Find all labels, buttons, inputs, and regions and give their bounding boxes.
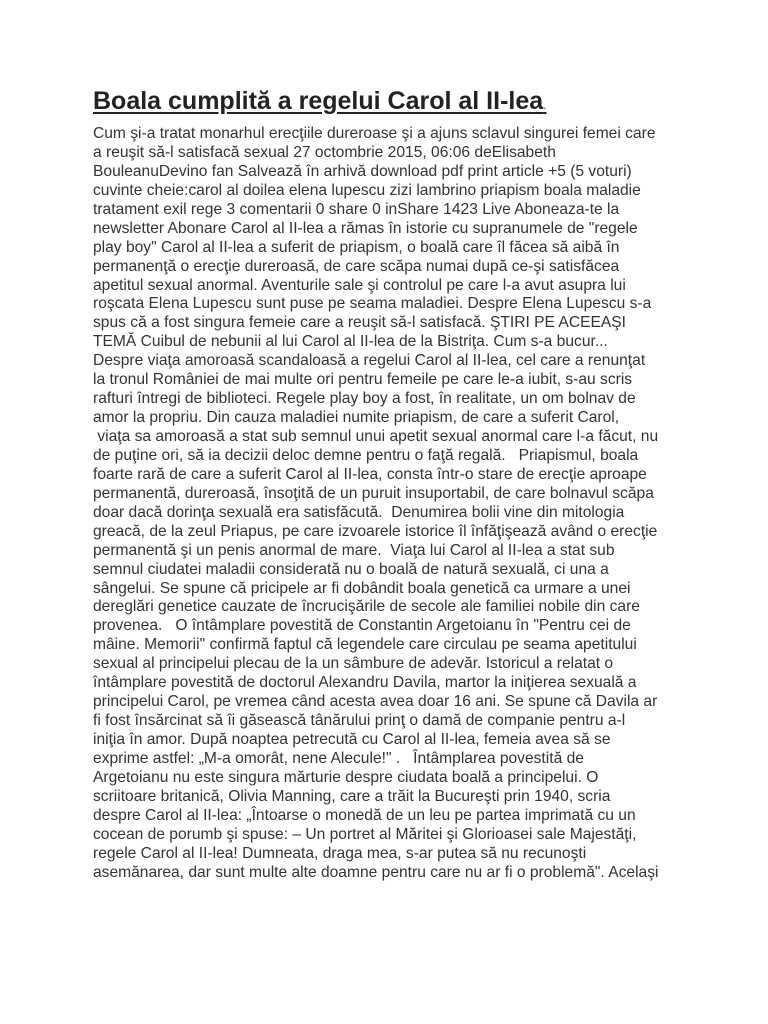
body-text-line: greacă, de la zeul Priapus, pe care izvoarele istorice îl înfăţişează având o erecţie: [93, 522, 658, 540]
body-text-line: viaţa sa amoroasă a stat sub semnul unui apetit sexual anormal care l-a făcut, nu: [93, 428, 659, 445]
article-title-text: Boala cumplită a regelui Carol al II-lea: [93, 87, 544, 115]
body-text-line: Cum şi-a tratat monarhul erecţiile dureroase şi a ajuns sclavul singurei femei care: [93, 125, 656, 142]
body-text-line: provenea. O întâmplare povestită de Constantin Argetoianu în "Pentru cei de: [93, 617, 631, 635]
body-text-line: roşcata Elena Lupescu sunt puse pe seama maladiei. Despre Elena Lupescu s-a: [93, 295, 652, 313]
body-text-line: sângelui. Se spune că pricipele ar fi dobândit boala genetică ca urmare a unei: [93, 579, 631, 597]
body-text-line: despre Carol al II-lea: „Întoarse o monedă de un leu pe partea imprimată cu un: [93, 806, 636, 824]
body-text-line: amor la propriu. Din cauza maladiei numite priapism, de care a suferit Carol,: [93, 409, 620, 427]
body-text-line: dereglări genetice cauzate de încrucişările de secole ale familiei nobile din care: [93, 598, 640, 616]
body-text-line: la tronul României de mai multe ori pentru femeile pe care le-a iubit, s-au scris: [93, 371, 633, 389]
body-text-line: fi fost însărcinat să îi găsească tânărului prinţ o damă de companie pentru a-l: [93, 712, 626, 730]
body-text-line: sexual al principelui plecau de la un sâmbure de adevăr. Istoricul a relatat o: [93, 655, 614, 673]
body-text-line: TEMĂ Cuibul de nebunii al lui Carol al II-lea de la Bistriţa. Cum s-a bucur...: [93, 333, 608, 351]
body-text-line: tratament exil rege 3 comentarii 0 share 0 inShare 1423 Live Aboneaza-te la: [93, 200, 620, 218]
body-text-line: mâine. Memorii" confirmă faptul că legendele care circulau pe seama apetitului: [93, 636, 637, 654]
body-text-line: BouleanuDevino fan Salvează în arhivă download pdf print article +5 (5 voturi): [93, 162, 632, 180]
body-text-line: rafturi întregi de biblioteci. Regele play boy a fost, în realitate, un om bolnav de: [93, 390, 636, 408]
body-text-line: foarte rară de care a suferit Carol al II-lea, consta într-o stare de erecţie aproape: [93, 465, 647, 483]
article-body: [93, 125, 693, 883]
body-text-line: exprime astfel: „M-a omorât, nene Alecule!" . Întâmplarea povestită de: [93, 749, 584, 767]
body-text-line: asemănarea, dar sunt multe alte doamne pentru care nu ar fi o problemă". Acelaşi: [93, 863, 659, 881]
body-text-line: play boy" Carol al II-lea a suferit de priapism, o boală care îl făcea să aibă în: [93, 238, 620, 256]
body-text-line: scriitoare britanică, Olivia Manning, care a trăit la Bucureşti prin 1940, scria: [93, 787, 611, 805]
body-text-line: principelui Carol, pe vremea când acesta avea doar 16 ani. Se spune că Davila ar: [93, 693, 658, 711]
body-text-line: iniţia în amor. După noaptea petrecută cu Carol al II-lea, femeia avea să se: [93, 731, 611, 748]
article-title: [93, 84, 693, 122]
body-text-line: permanentă, dureroasă, însoţită de un puruit insuportabil, de care bolnavul scăpa: [93, 484, 654, 502]
body-text-line: Argetoianu nu este singura mărturie despre ciudata boală a principelui. O: [93, 768, 599, 786]
body-text-line: newsletter Abonare Carol al II-lea a rămas în istorie cu supranumele de "regele: [93, 219, 638, 237]
body-text-line: de puţine ori, să ia decizii deloc demne pentru o faţă regală. Priapismul, boala: [93, 446, 639, 464]
body-text-line: întâmplare povestită de doctorul Alexandru Davila, martor la iniţierea sexuală a: [93, 674, 637, 692]
body-text-line: spus că a fost singura femeie care a reuşit să-l satisfacă. ŞTIRI PE ACEEAŞI: [93, 314, 627, 332]
body-text-line: permanenţă o erecţie dureroasă, de care scăpa numai după ce-şi satisfăcea: [93, 257, 620, 275]
body-text-line: regele Carol al II-lea! Dumneata, draga mea, s-ar putea să nu recunoşti: [93, 844, 587, 862]
body-text-line: cocean de porumb şi spuse: – Un portret al Măritei şi Glorioasei sale Majestăţi,: [93, 825, 637, 843]
body-text-line: apetitul sexual anormal. Aventurile sale şi controlul pe care l-a avut asupra lui: [93, 276, 626, 294]
body-text-line: semnul ciudatei maladii considerată nu o boală de natură sexuală, ci una a: [93, 560, 609, 578]
title-trailing-dot: .: [543, 98, 547, 112]
body-text-line: a reuşit să-l satisfacă sexual 27 octombrie 2015, 06:06 deElisabeth: [93, 143, 556, 161]
body-text-line: permanentă şi un penis anormal de mare. Viaţa lui Carol al II-lea a stat sub: [93, 541, 615, 559]
body-text-line: cuvinte cheie:carol al doilea elena lupescu zizi lambrino priapism boala maladie: [93, 181, 641, 199]
body-text-line: doar dacă dorinţa sexuală era satisfăcută. Denumirea bolii vine din mitologia: [93, 503, 625, 521]
body-text-line: Despre viaţa amoroasă scandaloasă a regelui Carol al II-lea, cel care a renunţat: [93, 352, 646, 370]
